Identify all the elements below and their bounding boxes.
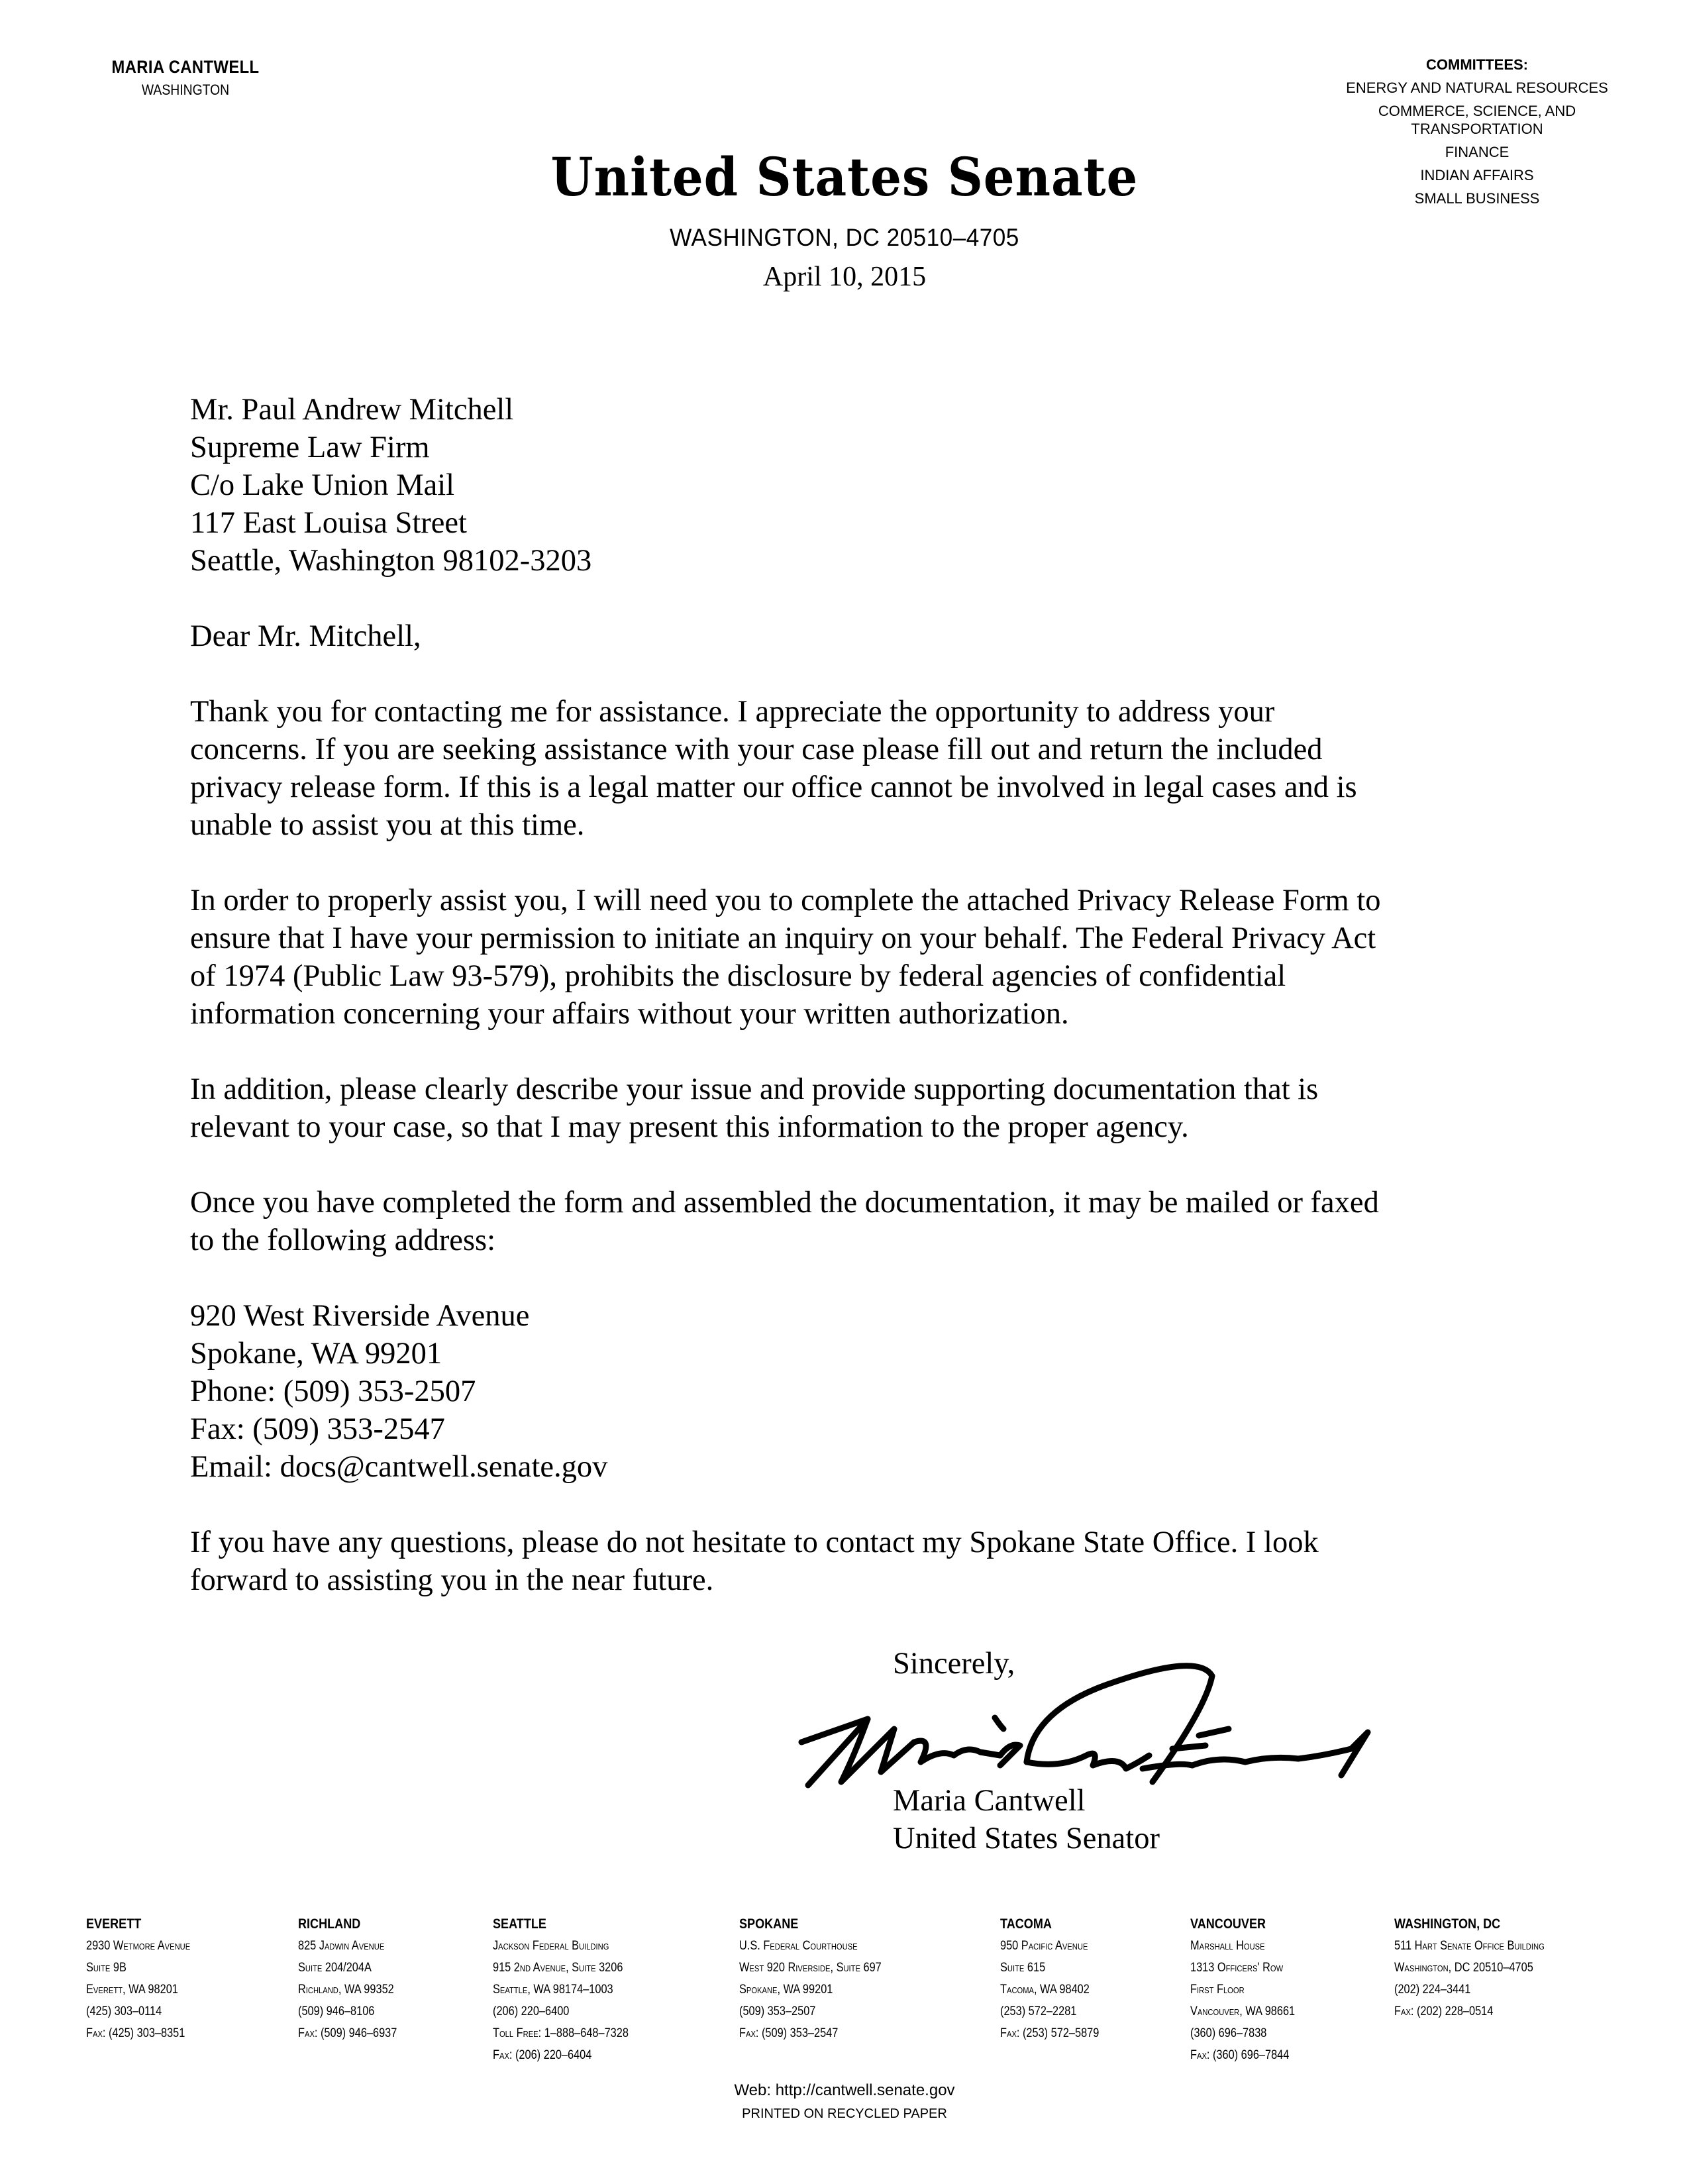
office-line: Fax: (509) 353–2547 — [739, 2026, 839, 2040]
contact-street: 920 West Riverside Avenue — [190, 1299, 530, 1333]
salutation: Dear Mr. Mitchell, — [190, 619, 421, 653]
paragraph-line: to the following address: — [190, 1223, 496, 1257]
paragraph-line: If you have any questions, please do not hesitate to contact my Spokane State Office. I look — [190, 1526, 1319, 1559]
office-line: 915 2nd Avenue, Suite 3206 — [493, 1961, 623, 1975]
office-everett — [86, 1913, 190, 2044]
office-line: (360) 696–7838 — [1190, 2026, 1267, 2040]
office-line: U.S. Federal Courthouse — [739, 1939, 858, 1953]
office-line: 2930 Wetmore Avenue — [86, 1939, 191, 1953]
office-line: 1313 Officers' Row — [1190, 1961, 1284, 1975]
office-line: (206) 220–6400 — [493, 2004, 570, 2018]
recipient-line: C/o Lake Union Mail — [190, 468, 455, 502]
committee-item: FINANCE — [1445, 144, 1510, 160]
office-city: TACOMA — [1000, 1916, 1052, 1932]
office-line: Marshall House — [1190, 1939, 1265, 1953]
letter-date: April 10, 2015 — [762, 262, 927, 292]
signer-title: United States Senator — [893, 1822, 1160, 1855]
committee-item: ENERGY AND NATURAL RESOURCES — [1346, 79, 1608, 96]
office-line: Suite 615 — [1000, 1961, 1046, 1975]
office-line: (253) 572–2281 — [1000, 2004, 1077, 2018]
office-line: Fax: (206) 220–6404 — [493, 2048, 592, 2062]
recipient-line: Mr. Paul Andrew Mitchell — [190, 393, 514, 427]
closing: Sincerely, — [893, 1647, 1015, 1681]
masthead-title: United States Senate — [550, 146, 1139, 208]
office-line: Suite 9B — [86, 1961, 127, 1975]
website-link[interactable]: Web: http://cantwell.senate.gov — [734, 2081, 955, 2099]
committee-item: COMMERCE, SCIENCE, AND TRANSPORTATION — [1378, 103, 1576, 137]
office-line: 825 Jadwin Avenue — [298, 1939, 385, 1953]
office-line: (509) 353–2507 — [739, 2004, 816, 2018]
closing-paragraph — [190, 1524, 1515, 1599]
office-city: RICHLAND — [298, 1916, 361, 1932]
paragraph-line: In order to properly assist you, I will need you to complete the attached Privacy Release Form to — [190, 884, 1381, 917]
office-city: EVERETT — [86, 1916, 142, 1932]
office-washington-dc — [1394, 1913, 1545, 2022]
paragraph-line: concerns. If you are seeking assistance with your case please fill out and return the included — [190, 733, 1323, 766]
paragraph-line: forward to assisting you in the near future. — [190, 1563, 714, 1597]
paragraph-line: of 1974 (Public Law 93-579), prohibits the disclosure by federal agencies of confidential — [190, 959, 1286, 993]
recycled-paper-note: PRINTED ON RECYCLED PAPER — [742, 2106, 947, 2121]
office-contact-block — [190, 1297, 1515, 1486]
office-city: VANCOUVER — [1190, 1916, 1266, 1932]
signer-block — [893, 1782, 1160, 1857]
paragraph — [190, 882, 1515, 1033]
office-line: 511 Hart Senate Office Building — [1394, 1939, 1545, 1953]
office-line: (509) 946–8106 — [298, 2004, 375, 2018]
paragraph-line: unable to assist you at this time. — [190, 808, 585, 842]
office-city: WASHINGTON, DC — [1394, 1916, 1501, 1932]
senator-state: WASHINGTON — [141, 81, 230, 98]
senator-header — [66, 57, 305, 99]
office-line: Fax: (360) 696–7844 — [1190, 2048, 1290, 2062]
contact-fax: Fax: (509) 353-2547 — [190, 1412, 445, 1446]
office-line: Seattle, WA 98174–1003 — [493, 1983, 613, 1997]
recipient-line: Supreme Law Firm — [190, 431, 430, 464]
paragraph-line: Once you have completed the form and assembled the documentation, it may be mailed or faxed — [190, 1186, 1379, 1220]
paragraph-line: relevant to your case, so that I may present this information to the proper agency. — [190, 1110, 1189, 1144]
office-line: Fax: (202) 228–0514 — [1394, 2004, 1494, 2018]
office-tacoma — [1000, 1913, 1099, 2044]
office-line: Richland, WA 99352 — [298, 1983, 394, 1997]
committees-heading: COMMITTEES: — [1426, 56, 1528, 73]
paragraph-line: Thank you for contacting me for assistance. I appreciate the opportunity to address your — [190, 695, 1275, 729]
signer-name: Maria Cantwell — [893, 1784, 1086, 1818]
paragraph-line: In addition, please clearly describe your issue and provide supporting documentation that is — [190, 1072, 1319, 1106]
office-line: Jackson Federal Building — [493, 1939, 609, 1953]
office-line: (425) 303–0114 — [86, 2004, 162, 2018]
office-seattle — [493, 1913, 629, 2066]
office-line: Suite 204/204A — [298, 1961, 372, 1975]
office-spokane — [739, 1913, 882, 2044]
paragraph-line: privacy release form. If this is a legal matter our office cannot be involved in legal cases and is — [190, 770, 1357, 804]
office-line: Toll Free: 1–888–648–7328 — [493, 2026, 629, 2040]
office-line: Vancouver, WA 98661 — [1190, 2004, 1296, 2018]
paragraph-line: information concerning your affairs without your written authorization. — [190, 997, 1069, 1031]
recipient-address — [190, 391, 1515, 580]
paragraph — [190, 693, 1515, 844]
office-richland — [298, 1913, 397, 2044]
masthead — [0, 147, 1689, 293]
contact-phone: Phone: (509) 353-2507 — [190, 1375, 476, 1408]
office-line: West 920 Riverside, Suite 697 — [739, 1961, 882, 1975]
paragraph — [190, 1070, 1515, 1146]
office-city: SPOKANE — [739, 1916, 799, 1932]
committee-item: SMALL BUSINESS — [1414, 190, 1540, 207]
office-line: Fax: (509) 946–6937 — [298, 2026, 397, 2040]
office-line: Spokane, WA 99201 — [739, 1983, 833, 1997]
office-line: Everett, WA 98201 — [86, 1983, 178, 1997]
recipient-line: 117 East Louisa Street — [190, 506, 467, 540]
senator-name: MARIA CANTWELL — [111, 57, 260, 77]
office-line: Tacoma, WA 98402 — [1000, 1983, 1090, 1997]
office-line: (202) 224–3441 — [1394, 1983, 1471, 1997]
office-city: SEATTLE — [493, 1916, 546, 1932]
contact-email[interactable]: Email: docs@cantwell.senate.gov — [190, 1450, 608, 1484]
contact-city: Spokane, WA 99201 — [190, 1337, 442, 1371]
letter-body — [190, 391, 1515, 1637]
paragraph-line: ensure that I have your permission to initiate an inquiry on your behalf. The Federal Privacy Act — [190, 921, 1376, 955]
office-vancouver — [1190, 1913, 1295, 2066]
paragraph — [190, 1184, 1515, 1259]
committee-item: INDIAN AFFAIRS — [1420, 167, 1534, 183]
office-line: Fax: (425) 303–8351 — [86, 2026, 185, 2040]
office-line: Washington, DC 20510–4705 — [1394, 1961, 1533, 1975]
office-line: 950 Pacific Avenue — [1000, 1939, 1088, 1953]
office-line: Fax: (253) 572–5879 — [1000, 2026, 1100, 2040]
recipient-line: Seattle, Washington 98102-3203 — [190, 544, 592, 578]
office-line: First Floor — [1190, 1983, 1245, 1997]
masthead-address: WASHINGTON, DC 20510–4705 — [670, 224, 1019, 251]
